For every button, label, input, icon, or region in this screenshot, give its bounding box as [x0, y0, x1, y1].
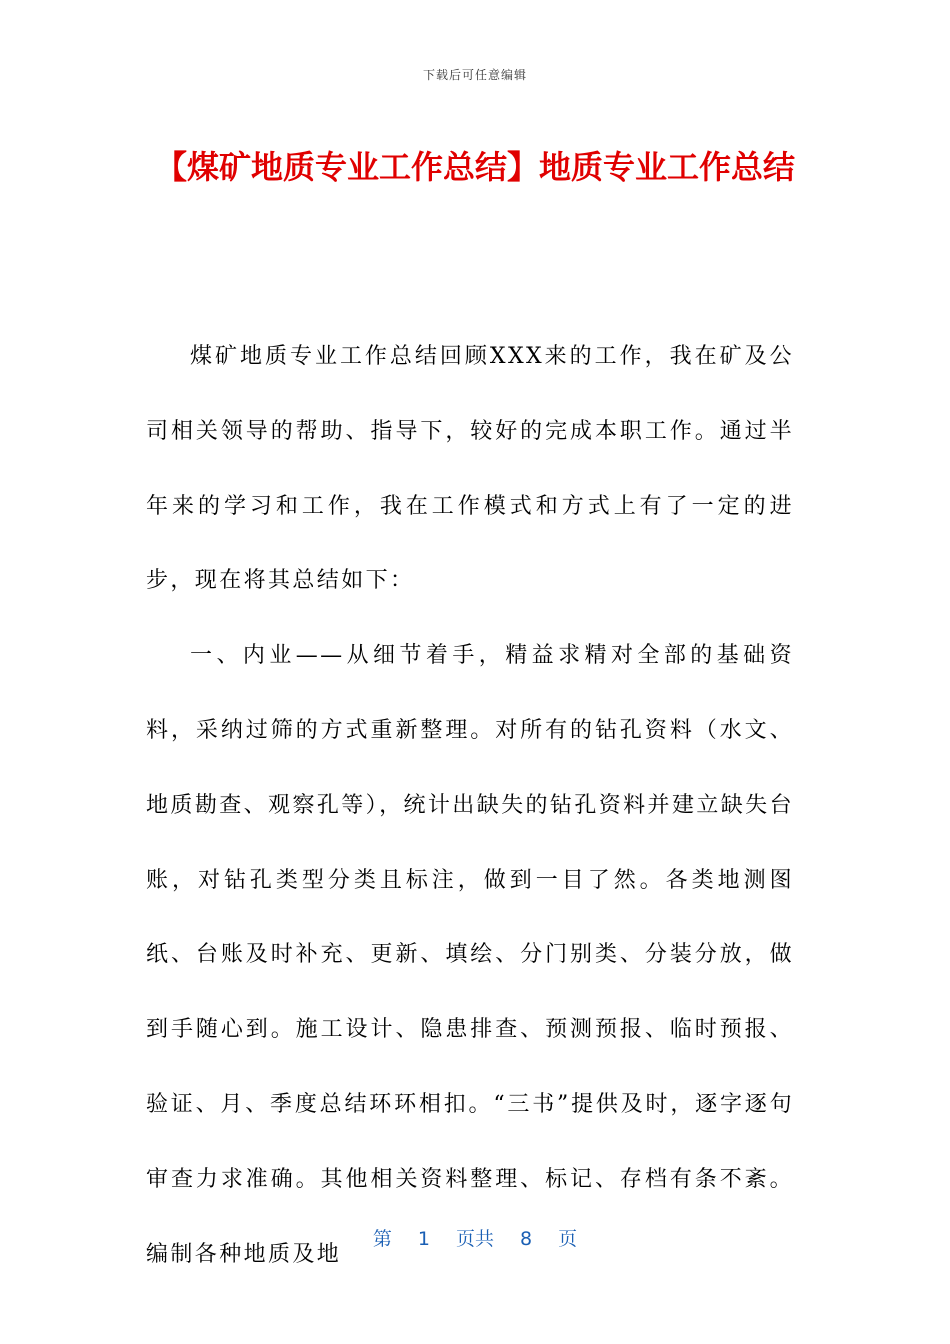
- header-note: 下载后可任意编辑: [422, 68, 527, 82]
- paragraph-internal-work: 一、内业——从细节着手，精益求精对全部的基础资料，采纳过筛的方式重新整理。对所有的钻孔资料（水文、地质勘查、观察孔等），统计出缺失的钻孔资料并建立缺失台账，对钻孔类型分类且标注，做到一目了然。各类地测图纸、台账及时补充、更新、填绘、分门别类、分装分放，做到手随心到。施工设计、隐患排查、预测预报、临时预报、验证、月、季度总结环环相扣。“三书”提供及时，逐字逐句审查力求准确。其他相关资料整理、标记、存档有条不紊。编制各种地质及地: [146, 643, 794, 1267]
- total-pages-number: 8: [520, 1228, 533, 1250]
- document-title: 【煤矿地质专业工作总结】地质专业工作总结: [154, 148, 795, 186]
- page-label-mid: 页共: [455, 1228, 494, 1250]
- page-footer: [0, 1224, 950, 1251]
- document-body: [146, 320, 794, 1292]
- page-label-prefix: 第: [372, 1228, 392, 1250]
- current-page-number: 1: [417, 1228, 430, 1250]
- paragraph-intro: 煤矿地质专业工作总结回顾XXX来的工作，我在矿及公司相关领导的帮助、指导下，较好的完成本职工作。通过半年来的学习和工作，我在工作模式和方式上有了一定的进步，现在将其总结如下：: [146, 344, 794, 594]
- page-label-suffix: 页: [558, 1228, 578, 1250]
